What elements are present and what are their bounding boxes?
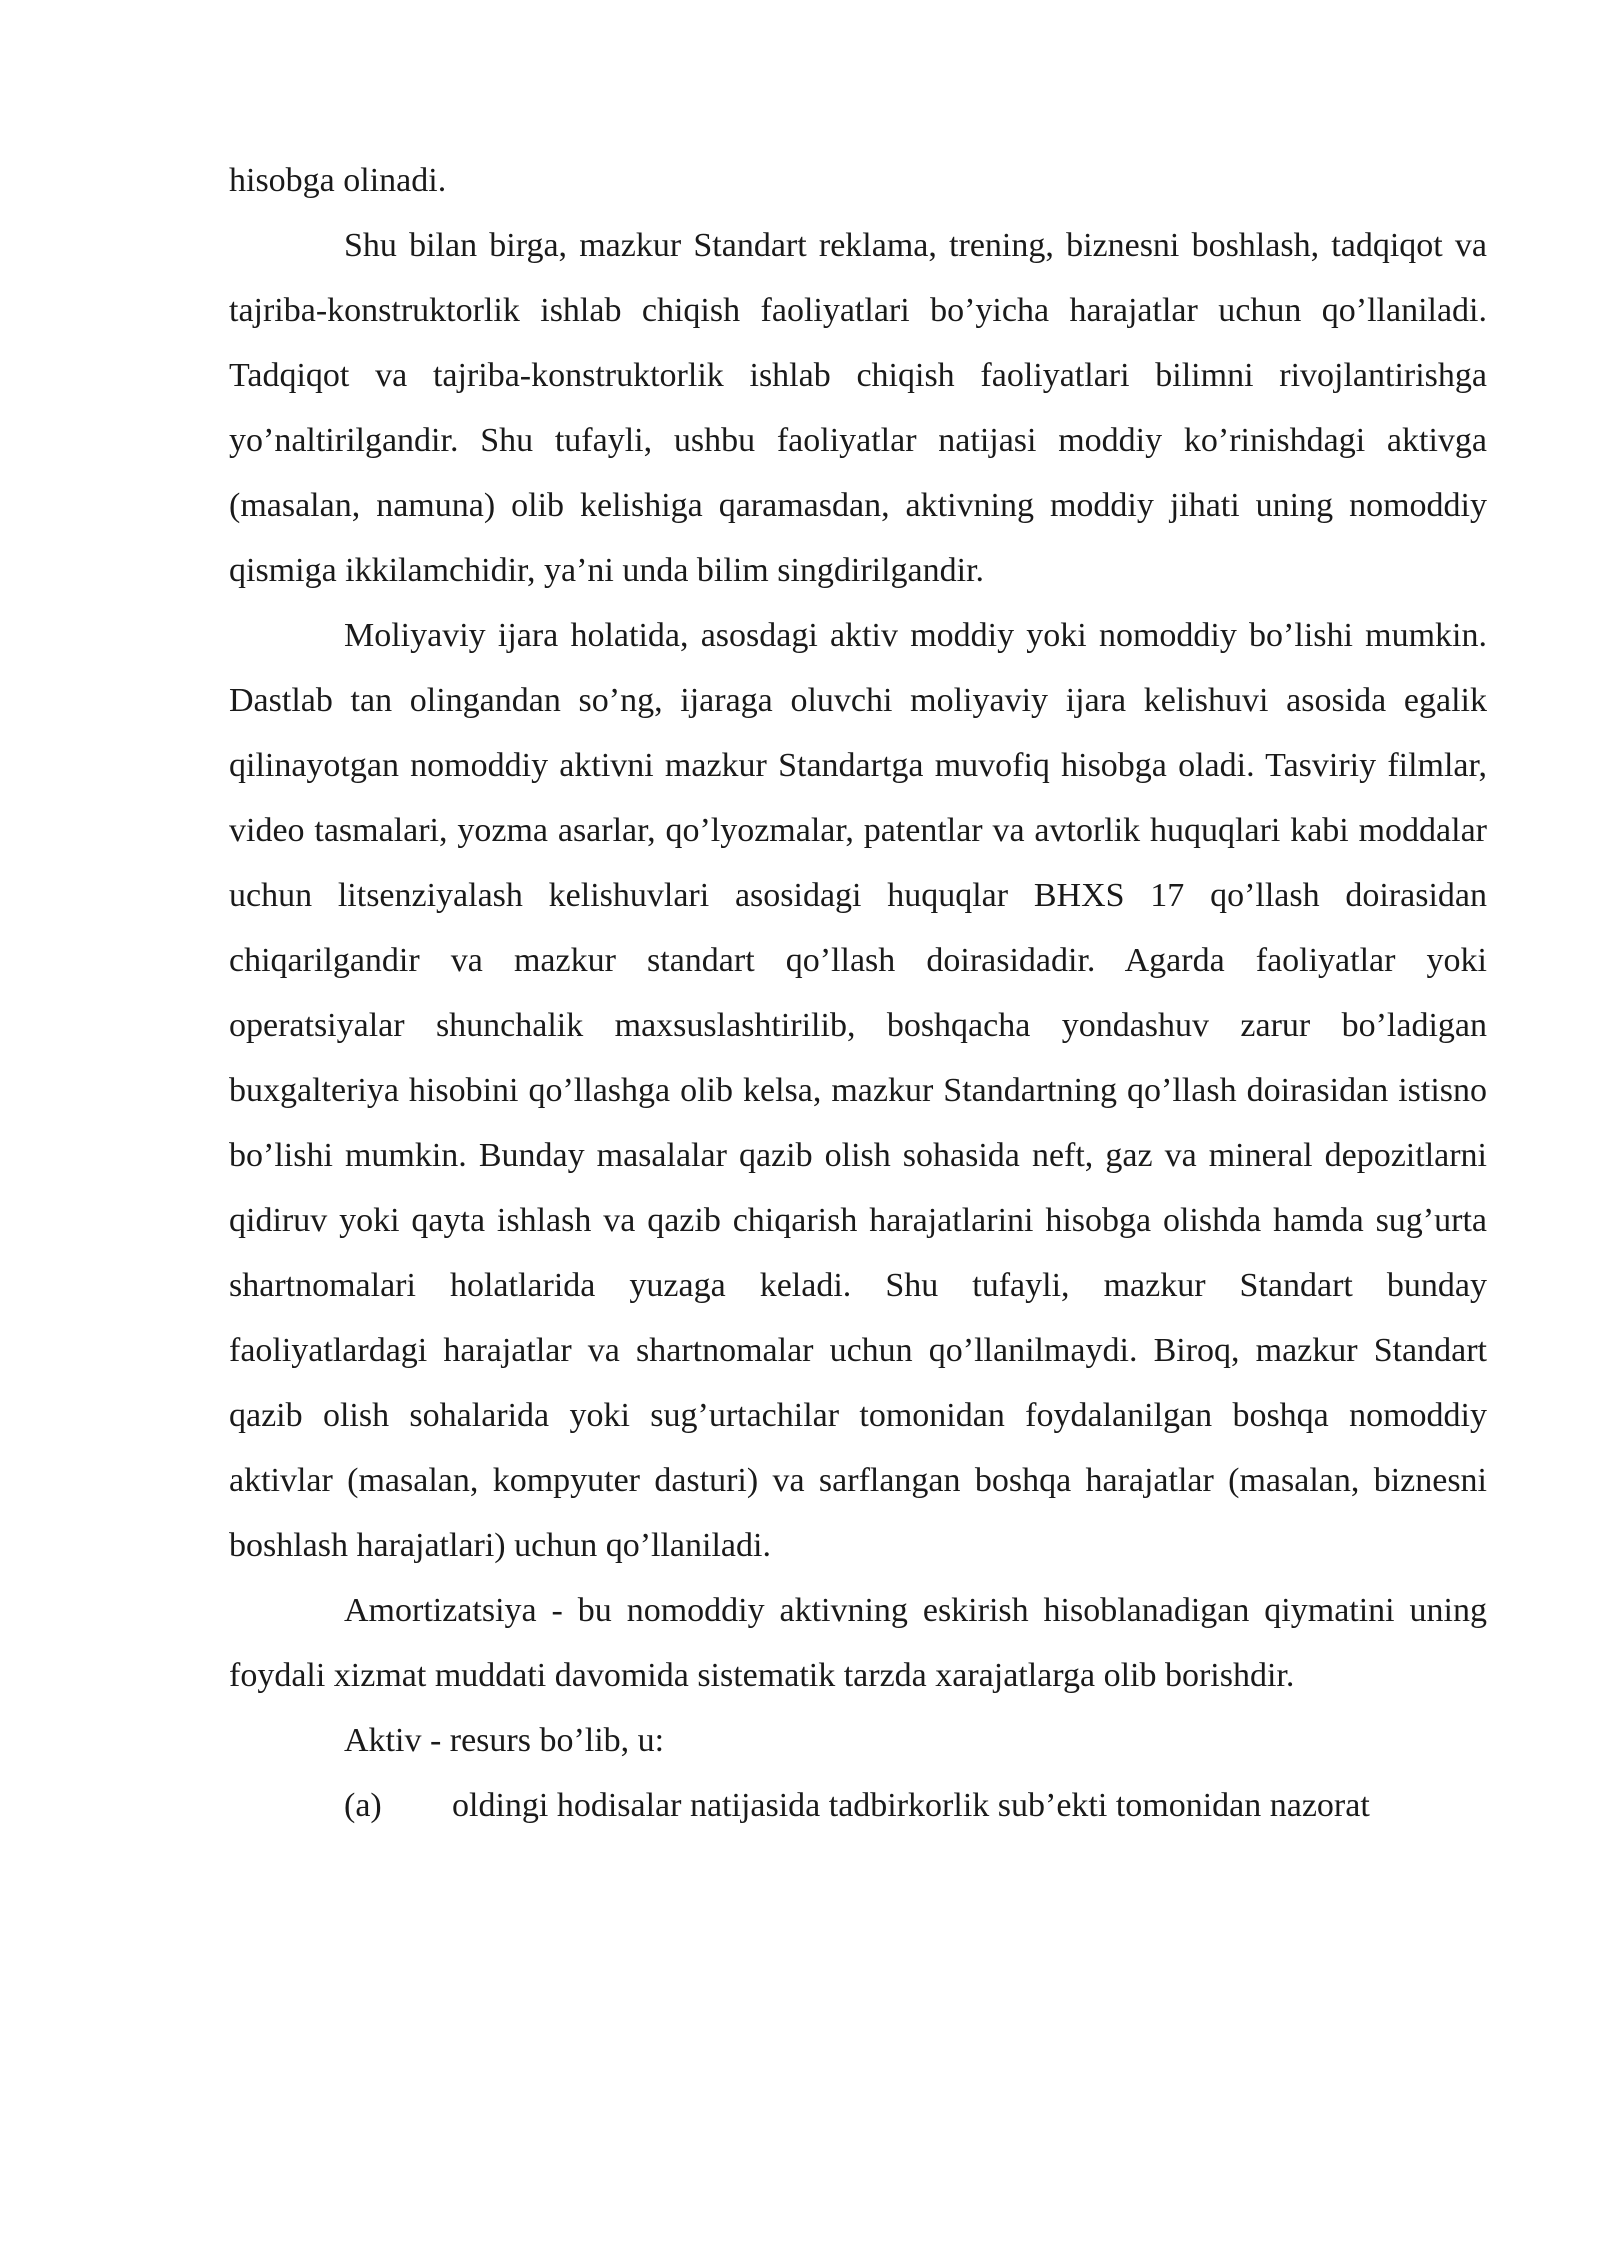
list-item xyxy=(229,1773,1487,1838)
paragraph-financial-lease: Moliyaviy ijara holatida, asosdagi aktiv moddiy yoki nomoddiy bo’lishi mumkin. Dastlab tan olingandan so’ng, ijaraga oluvchi moliyaviy ijara kelishuvi asosida egalik qilinayotgan nomoddiy aktivni mazkur Standartga muvofiq hisobga oladi. Tasviriy filmlar, video tasmalari, yozma asarlar, qo’lyozmalar, patentlar va avtorlik huquqlari kabi moddalar uchun litsenziyalash kelishuvlari asosidagi huquqlar BHXS 17 qo’llash doirasidan chiqarilgandir va mazkur standart qo’llash doirasidadir. Agarda faoliyatlar yoki operatsiyalar shunchalik maxsuslashtirilib, boshqacha yondashuv zarur bo’ladigan buxgalteriya hisobini qo’llashga olib kelsa, mazkur Standartning qo’llash doirasidan istisno bo’lishi mumkin. Bunday masalalar qazib olish sohasida neft, gaz va mineral depozitlarni qidiruv yoki qayta ishlash va qazib chiqarish harajatlarini hisobga olishda hamda sug’urta shartnomalari holatlarida yuzaga keladi. Shu tufayli, mazkur Standart bunday faoliyatlardagi harajatlar va shartnomalar uchun qo’llanilmaydi. Biroq, mazkur Standart qazib olish sohalarida yoki sug’urtachilar tomonidan foydalanilgan boshqa nomoddiy aktivlar (masalan, kompyuter dasturi) va sarflangan boshqa harajatlar (masalan, biznesni boshlash harajatlari) uchun qo’llaniladi. xyxy=(229,617,1487,1564)
paragraph-scope-expenses: Shu bilan birga, mazkur Standart reklama, trening, biznesni boshlash, tadqiqot va tajriba-konstruktorlik ishlab chiqish faoliyatlari bo’yicha harajatlar uchun qo’llaniladi. Tadqiqot va tajriba-konstruktorlik ishlab chiqish faoliyatlari bilimni rivojlantirishga yo’naltirilgandir. Shu tufayli, ushbu faoliyatlar natijasi moddiy ko’rinishdagi aktivga (masalan, namuna) olib kelishiga qaramasdan, aktivning moddiy jihati uning nomoddiy qismiga ikkilamchidir, ya’ni unda bilim singdirilgandir. xyxy=(229,227,1487,589)
paragraph-asset-definition: Aktiv - resurs bo’lib, u: xyxy=(344,1722,665,1759)
paragraph-amortization-definition: Amortizatsiya - bu nomoddiy aktivning eskirish hisoblanadigan qiymatini uning foydali xizmat muddati davomida sistematik tarzda xarajatlarga olib borishdir. xyxy=(229,1592,1487,1694)
document-body xyxy=(229,148,1487,1838)
paragraph-continuation: hisobga olinadi. xyxy=(229,162,447,199)
list-item-text: oldingi hodisalar natijasida tadbirkorlik sub’ekti tomonidan nazorat xyxy=(452,1787,1370,1824)
list-item-marker: (a) xyxy=(344,1787,382,1824)
